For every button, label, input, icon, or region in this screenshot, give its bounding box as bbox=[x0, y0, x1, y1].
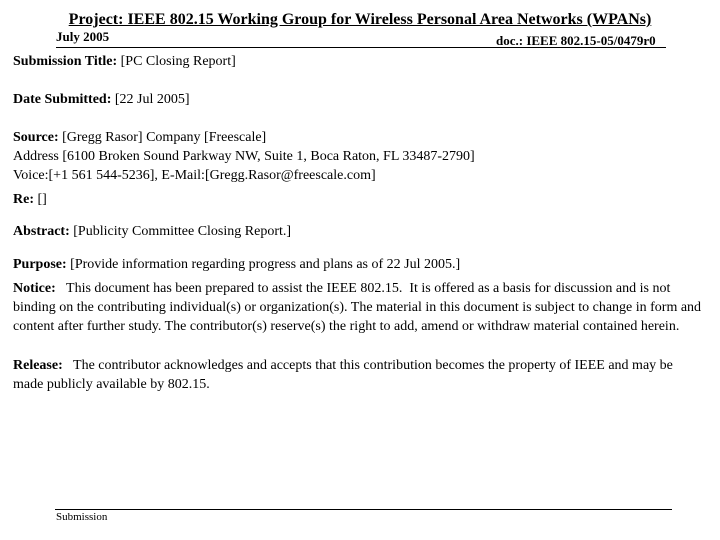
re-label: Re: bbox=[13, 192, 34, 207]
footer-label: Submission bbox=[56, 511, 108, 523]
abstract-value: [Publicity Committee Closing Report.] bbox=[69, 224, 292, 239]
footer-divider bbox=[55, 509, 672, 510]
date-submitted-label: Date Submitted: bbox=[13, 92, 112, 107]
abstract-line bbox=[13, 222, 291, 241]
voice-email-line: Voice:[+1 561 544-5236], E-Mail:[Gregg.Rasor@freescale.com] bbox=[13, 168, 376, 183]
submission-title-label: Submission Title: bbox=[13, 54, 118, 69]
header-divider bbox=[56, 47, 666, 48]
re-value: [] bbox=[34, 192, 47, 207]
document-id: doc.: IEEE 802.15-05/0479r0 bbox=[496, 33, 656, 48]
purpose-label: Purpose: bbox=[13, 257, 67, 272]
submission-title-value: [PC Closing Report] bbox=[117, 54, 236, 69]
release-paragraph bbox=[13, 356, 703, 394]
date-submitted-value: [22 Jul 2005] bbox=[111, 92, 190, 107]
notice-label: Notice: bbox=[13, 281, 56, 296]
submission-title-line bbox=[13, 52, 236, 71]
purpose-line bbox=[13, 255, 460, 274]
source-label: Source: bbox=[13, 130, 59, 145]
notice-text: This document has been prepared to assist the IEEE 802.15. It is offered as a basis for discussion and is not binding on the contributing individual(s) or organization(s). The material in this document is subject to change in form and content after further study. The contributor(s) reserve(s) the right to add, amend or withdraw material contained herein. bbox=[13, 281, 705, 334]
source-value: [Gregg Rasor] Company [Freescale] bbox=[58, 130, 267, 145]
notice-paragraph bbox=[13, 279, 713, 336]
abstract-label: Abstract: bbox=[13, 224, 70, 239]
header-title: Project: IEEE 802.15 Working Group for Wireless Personal Area Networks (WPANs) bbox=[68, 11, 652, 28]
address-line: Address [6100 Broken Sound Parkway NW, Suite 1, Boca Raton, FL 33487-2790] bbox=[13, 149, 475, 164]
source-line bbox=[13, 128, 266, 147]
purpose-value: [Provide information regarding progress and plans as of 22 Jul 2005.] bbox=[66, 257, 461, 272]
release-label: Release: bbox=[13, 358, 63, 373]
release-text: The contributor acknowledges and accepts that this contribution becomes the property of IEEE and may be made publicly available by 802.15. bbox=[13, 358, 677, 392]
re-line bbox=[13, 190, 47, 209]
date-submitted-line bbox=[13, 90, 190, 109]
header-date: July 2005 bbox=[56, 29, 110, 44]
